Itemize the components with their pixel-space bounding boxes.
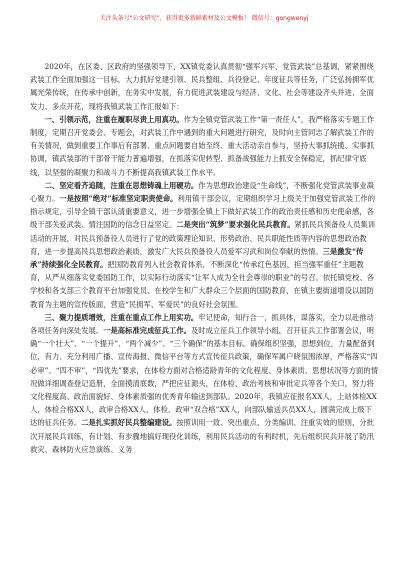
intro-paragraph bbox=[30, 60, 378, 113]
emphasis-text: 一是按照“绝对”标准坚定职责使命。 bbox=[59, 194, 178, 204]
section-1-paragraph bbox=[30, 113, 378, 179]
emphasis-text: 一是高标准完成征兵工作。 bbox=[103, 326, 191, 336]
section-heading: 三、聚力提质增效，注重在重点工作上用实功。 bbox=[44, 312, 199, 322]
header-banner: 关注头条号“公文研究”，获得更多新鲜素材及公文模板！ 微信号：gongwenyj bbox=[99, 15, 309, 22]
body-text: 紧抓民兵预备役人员集训活动的开展，对民兵预备役人员进行了党的政策理论知识、形势政治、民兵职能性质等内容的思想政治教育，进一步提高民兵思想政治素质，激发广大民兵预备役人员爱军习武和岗位奉献的热情。 bbox=[30, 220, 376, 256]
section-2-paragraph bbox=[30, 179, 378, 311]
body-text: 牢记使命，知行合一，抓具体，谋落实，全力以赴推动各项任务向深处发展。 bbox=[30, 312, 374, 336]
body-text: 2020年，在区委、区政府的坚强领导下，XX镇党委认真贯彻“强军兴军、党管武装”总基调，紧紧围绕武装工作全面加强这一目标，大力抓好党建引领、民兵整组、兵役登记、年度征兵等任务，广泛弘扬拥军优属光荣传统，在传承中创新，在务实中发展，有力促进武装建设与经济、文化、社会等建设齐头并进、全面发力、多点开花，现将我镇武装工作汇报如下： bbox=[30, 62, 374, 111]
body-text: 把国防教育列入社会教育体系，不断深化“传承红色基因，担当强军重任”主题教育，从严从细落实党委国防工作，以实际行动落实“让军人成为全社会尊崇的职业”的号召。依托镇党校、各学校和各支部三个教育平台加强党员、在校学生和广大群众三个层面的国防教育，在镇主要街道增设以国防教育为主题的宣传版面，营造“民拥军、军爱民”的良好社会氛围。 bbox=[30, 260, 375, 309]
emphasis-text: 二是突出“筑梦”要求强化民兵教育。 bbox=[176, 220, 295, 230]
body-text: 作为思想政治建设“生命线”，不断强化党管武装事业凝心聚力。 bbox=[30, 180, 375, 204]
emphasis-text: 三是激发“传承”持续强化全民教育。 bbox=[30, 246, 364, 270]
section-3-paragraph bbox=[30, 311, 378, 456]
section-heading: 二、坚定看齐追随，注重在思想铸魂上用硬功。 bbox=[44, 180, 199, 190]
body-text: 利用镇干部会议，定期组织学习上级关于加强党管武装工作的指示规定，引导全镇干部认清重要意义，进一步增强全镇上下做好武装工作的政治责任感和历史使命感，各级干部关爱武装、情注国防的信念日益坚定。 bbox=[30, 194, 376, 230]
section-heading: 一、引领示范，注重在履职尽责上用真功。 bbox=[44, 114, 184, 124]
body-text: 按照训用一致、突出重点、分类编训、注重实效的原则，分批次开展民兵训练，有计划、有步骤地搞好现役化训练，利用民兵活动的有利时机，先后组织民兵开展了防汛救灾、森林防火应急演练、义务 bbox=[30, 418, 374, 454]
body-text: 作为全镇党管武装工作“第一责任人”，我严格落实专题工作制度，定期召开党委会、专题会，对武装工作中遇到的重大问题进行研究，及时向主管同志了解武装工作的有关情况，做到重要工作事后有部署、重点问题要自始至终、重大活动亲自参与，坚持大事抓统揽、实事抓协调，镇武装部的干部骨干能力普遍增强，在抓落实促转型、抓备战强能力上抓安全保稳定，抓纪律守底线，以坚强的凝聚力和战斗力不断提高我镇武装工作水平。 bbox=[30, 114, 375, 177]
emphasis-text: 二是扎实抓好民兵整编建设。 bbox=[81, 418, 177, 428]
document-body bbox=[30, 60, 378, 456]
body-text: 及时成立征兵工作领导小组，召开征兵工作部署会议，明确“一个壮大”、“一个提升”、“两个减少”、“三个确保”的基本目标。确保组织坚强，思想到位，力量配备到位，有力、充分利用广播、宣传海报、微信平台等方式宣传征兵政策，确保军属户晓氛围浓厚，严格落实“四必审”、“四不审”，“四优先”要求，在体检方面对合格适龄青年的文化程度、身体素质、思想状况等方面的情况做详细调查登记造册，全面摸清底数，严把应征源头，在体检、政治考核和审批定兵等各个关口，努力将文化程度高、政治面貌好、身体素质强的优秀青年输送到部队。2020年，我镇应征报名XX人，上站体检XX人，体检合格XX人，政审合格XX人，体检、政审“双合格”XX人，向部队输送兵员XX人，圆满完成上级下达的征兵任务。 bbox=[30, 326, 379, 428]
